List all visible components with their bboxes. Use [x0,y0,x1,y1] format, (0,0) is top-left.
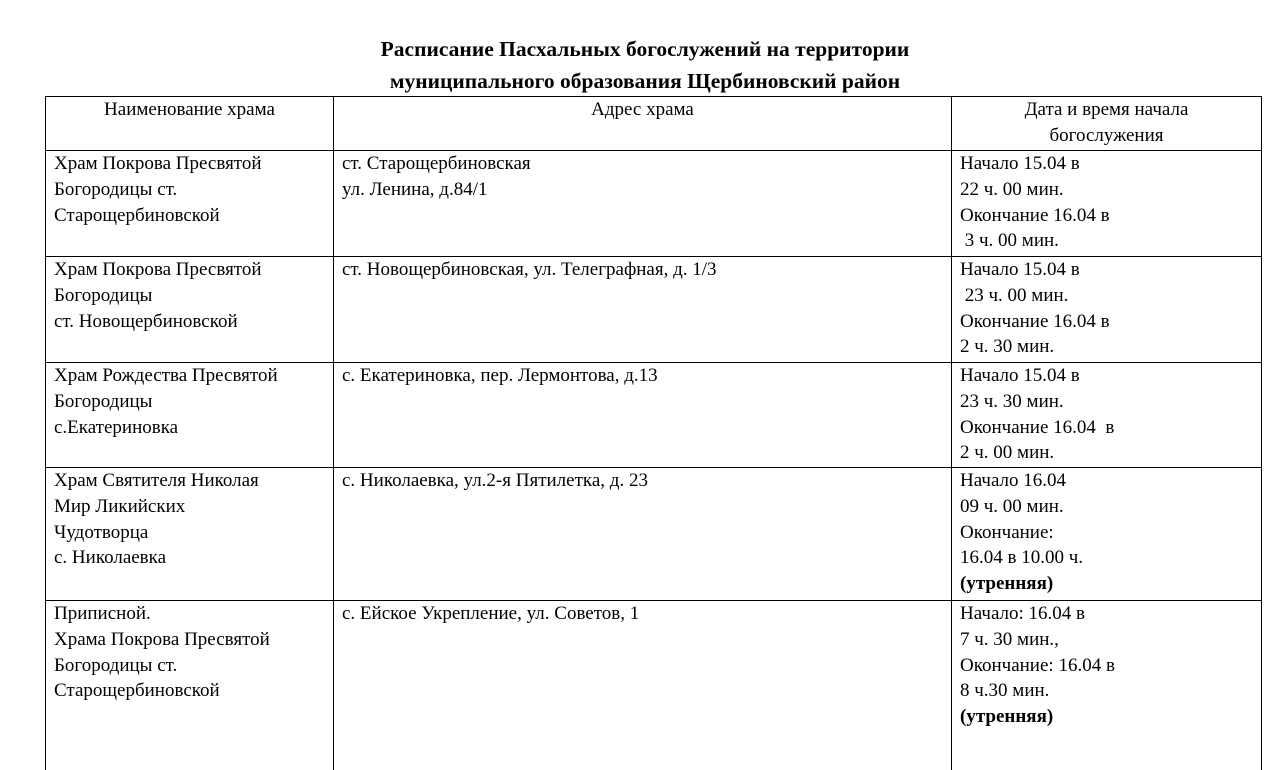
church-name-line: с.Екатериновка [54,416,179,438]
church-name-line: Храма Покрова Пресвятой [54,628,270,650]
time-line: Окончание 16.04 в [960,416,1115,438]
document-title-line-2: муниципального образования Щербиновский район [389,69,901,93]
church-name-line: Храм Покрова Пресвятой [54,153,262,174]
address-cell [334,257,952,363]
service-note: (утренняя) [960,573,1054,595]
address-line: ст. Новощербиновская, ул. Телеграфная, д. 1/3 [342,259,717,280]
address-cell [334,151,952,257]
church-name-cell [46,468,334,601]
time-line: 3 ч. 00 мин. [960,230,1059,252]
address-line: с. Николаевка, ул.2-я Пятилетка, д. 23 [342,470,648,491]
church-name-line: с. Николаевка [54,547,167,569]
church-name-line: Храм Святителя Николая [54,470,259,491]
church-name-line: Старощербиновской [54,680,220,702]
datetime-cell [952,257,1262,363]
table-row [46,257,1262,363]
time-line: Начало 16.04 [960,470,1067,491]
header-church-name: Наименование храма [46,97,334,151]
time-line: Окончание 16.04 в [960,310,1110,332]
time-line: Окончание 16.04 в [960,204,1110,226]
time-line: 22 ч. 00 мин. [960,178,1064,200]
datetime-cell [952,601,1262,770]
church-name-line: Богородицы [54,390,153,412]
time-line: 2 ч. 00 мин. [960,442,1055,464]
time-line: 09 ч. 00 мин. [960,495,1064,517]
church-name-cell [46,151,334,257]
document-title-line-1: Расписание Пасхальных богослужений на территории [380,37,910,61]
church-name-line: Приписной. [54,603,151,624]
church-name-line: Чудотворца [54,521,149,543]
header-address: Адрес храма [334,97,952,151]
time-line: Начало 15.04 в [960,259,1080,280]
church-name-cell [46,601,334,770]
time-line: 8 ч.30 мин. [960,680,1050,702]
time-line: Окончание: 16.04 в [960,654,1115,676]
address-cell [334,468,952,601]
time-line: Начало 15.04 в [960,365,1080,386]
church-name-line: ст. Новощербиновской [54,310,238,332]
church-name-cell [46,363,334,468]
address-cell [334,601,952,770]
church-name-line: Богородицы ст. [54,178,178,200]
address-line: ст. Старощербиновская [342,153,531,174]
church-name-cell [46,257,334,363]
church-name-line: Храм Покрова Пресвятой [54,259,262,280]
table-row [46,363,1262,468]
church-name-line: Мир Ликийских [54,495,186,517]
time-line: 23 ч. 00 мин. [960,284,1069,306]
datetime-cell [952,363,1262,468]
church-name-line: Старощербиновской [54,204,220,226]
time-line: 16.04 в 10.00 ч. [960,547,1084,569]
address-line: ул. Ленина, д.84/1 [342,178,488,200]
time-line: 7 ч. 30 мин., [960,628,1059,650]
address-cell [334,363,952,468]
table-row [46,601,1262,770]
schedule-table [45,96,1262,770]
time-line: Начало 15.04 в [960,153,1080,174]
service-note: (утренняя) [960,706,1054,728]
table-header-row [46,97,1262,151]
church-name-line: Храм Рождества Пресвятой [54,365,278,386]
time-line: 23 ч. 30 мин. [960,390,1064,412]
church-name-line: Богородицы ст. [54,654,178,676]
church-name-line: Богородицы [54,284,153,306]
header-datetime-line: Дата и время начала [1024,99,1189,120]
address-line: с. Екатериновка, пер. Лермонтова, д.13 [342,365,658,386]
time-line: Начало: 16.04 в [960,603,1086,624]
time-line: 2 ч. 30 мин. [960,336,1055,358]
datetime-cell [952,468,1262,601]
address-line: с. Ейское Укрепление, ул. Советов, 1 [342,603,640,624]
header-datetime-line: богослужения [1049,124,1164,146]
table-row [46,468,1262,601]
time-line: Окончание: [960,521,1054,543]
table-row [46,151,1262,257]
datetime-cell [952,151,1262,257]
header-datetime [952,97,1262,151]
